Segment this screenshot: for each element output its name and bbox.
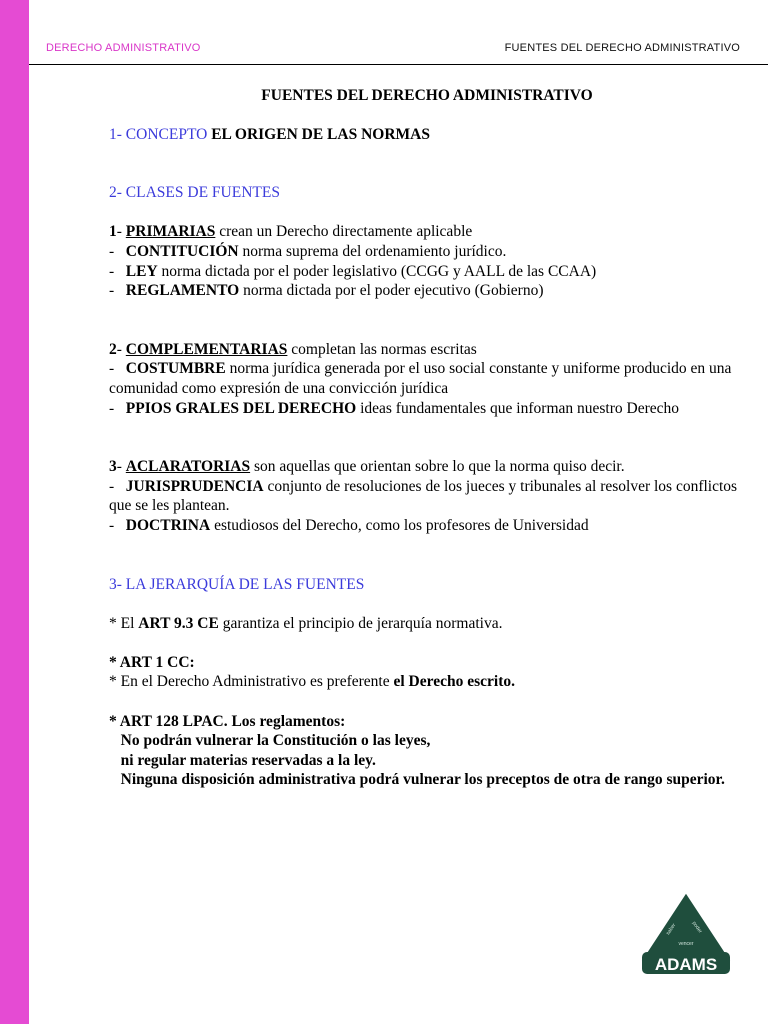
logo-small-3: vencer bbox=[678, 941, 694, 947]
complementarias-heading bbox=[109, 340, 745, 360]
primarias-number: 1 bbox=[109, 223, 117, 241]
list-item: - PPIOS GRALES DEL DERECHO ideas fundamentales que informan nuestro Derecho bbox=[109, 399, 680, 417]
list-item: - REGLAMENTO norma dictada por el poder ejecutivo (Gobierno) bbox=[109, 282, 544, 300]
jerarquia-item-3-title: * ART 128 LPAC. Los reglamentos: bbox=[109, 712, 346, 730]
primarias-dash: - bbox=[116, 223, 126, 241]
primarias-heading bbox=[109, 222, 745, 242]
aclaratorias-dash: - bbox=[116, 458, 126, 476]
complementarias-term: COMPLEMENTARIAS bbox=[125, 340, 288, 358]
page-header bbox=[29, 0, 768, 65]
list-item: - COSTUMBRE norma jurídica generada por el uso social constante y uniforme producido en una comunidad como expresión de una convicción jurídica bbox=[109, 360, 732, 397]
aclaratorias-heading bbox=[109, 457, 745, 477]
complementarias-dash: - bbox=[116, 340, 126, 358]
doc-title: FUENTES DEL DERECHO ADMINISTRATIVO bbox=[261, 87, 593, 104]
complementarias-number: 2 bbox=[109, 340, 117, 358]
primarias-term: PRIMARIAS bbox=[125, 223, 216, 241]
jerarquia-item-3-line-2: ni regular materias reservadas a la ley. bbox=[120, 751, 376, 769]
logo-small-2: poder bbox=[690, 920, 703, 935]
complementarias-desc: completan las normas escritas bbox=[287, 340, 477, 358]
list-item: - CONTITUCIÓN norma suprema del ordenamiento jurídico. bbox=[109, 242, 507, 260]
section-1-label: 1- CONCEPTO bbox=[109, 125, 208, 143]
list-item: - DOCTRINA estudiosos del Derecho, como los profesores de Universidad bbox=[109, 516, 589, 534]
list-item: - LEY norma dictada por el poder legislativo (CCGG y AALL de las CCAA) bbox=[109, 262, 597, 280]
aclaratorias-term: ACLARATORIAS bbox=[125, 458, 251, 476]
section-concepto bbox=[109, 125, 745, 145]
primarias-desc: crean un Derecho directamente aplicable bbox=[215, 223, 473, 241]
jerarquia-item-1: * El ART 9.3 CE garantiza el principio de jerarquía normativa. bbox=[109, 614, 503, 632]
jerarquia-item-3-line-3: Ninguna disposición administrativa podrá vulnerar los preceptos de otra de rango superior. bbox=[120, 771, 725, 789]
logo-small-1: saber bbox=[665, 922, 678, 937]
section-1-text: EL ORIGEN DE LAS NORMAS bbox=[207, 125, 430, 143]
jerarquia-item-3-line-1: No podrán vulnerar la Constitución o las leyes, bbox=[120, 732, 431, 750]
aclaratorias-number: 3 bbox=[109, 458, 117, 476]
section-3-label: 3- LA JERARQUÍA DE LAS FUENTES bbox=[109, 575, 365, 593]
adams-logo bbox=[636, 890, 736, 976]
header-right: FUENTES DEL DERECHO ADMINISTRATIVO bbox=[504, 42, 740, 54]
sidebar-stripe bbox=[0, 0, 29, 1024]
jerarquia-item-2-title: * ART 1 CC: bbox=[109, 653, 195, 671]
header-left: DERECHO ADMINISTRATIVO bbox=[46, 42, 201, 54]
section-2-label: 2- CLASES DE FUENTES bbox=[109, 184, 280, 202]
aclaratorias-desc: son aquellas que orientan sobre lo que la norma quiso decir. bbox=[250, 458, 625, 476]
document-body bbox=[109, 86, 745, 790]
jerarquia-item-2-text: * En el Derecho Administrativo es preferente el Derecho escrito. bbox=[109, 673, 516, 691]
logo-brand: ADAMS bbox=[654, 955, 718, 974]
list-item: - JURISPRUDENCIA conjunto de resoluciones de los jueces y tribunales al resolver los conflictos que se les plantean. bbox=[109, 477, 738, 515]
